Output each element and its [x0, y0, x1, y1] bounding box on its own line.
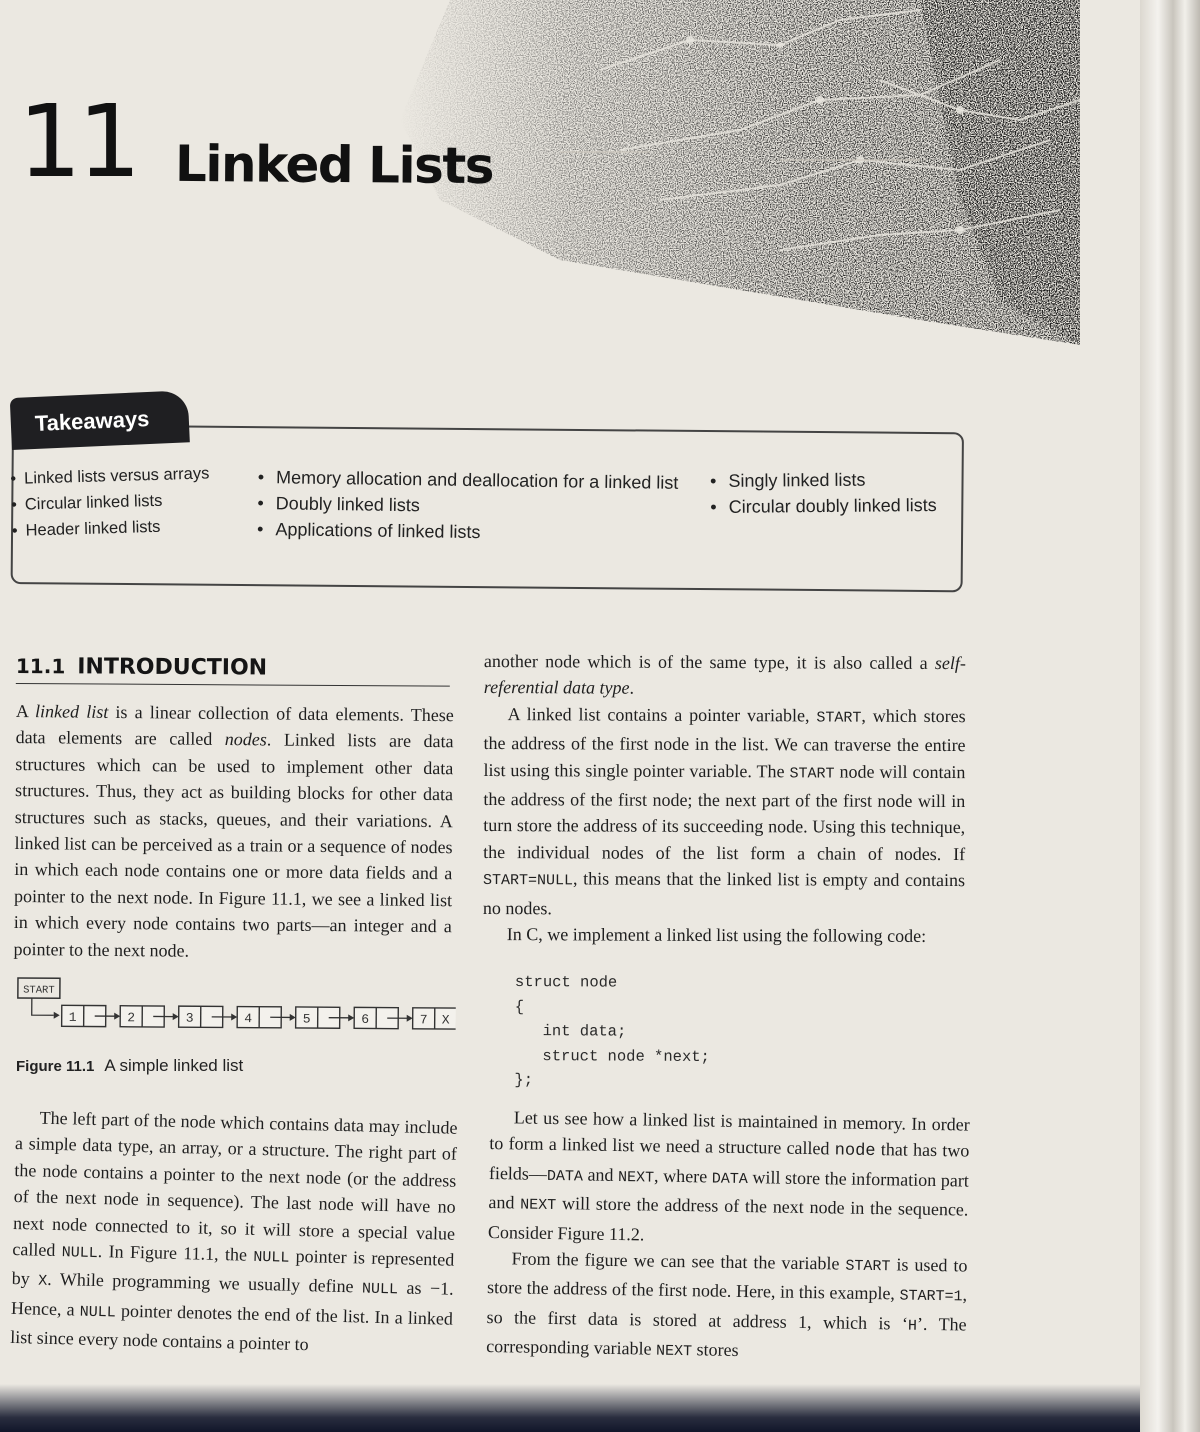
takeaway-item: • Doubly linked lists: [257, 490, 678, 522]
node-data-label: 4: [244, 1011, 253, 1027]
list-node-5: [296, 1007, 355, 1028]
takeaway-item: • Linked lists versus arrays: [10, 460, 210, 492]
right-column-bottom: [486, 1104, 970, 1370]
takeaways-column-1: [10, 460, 211, 544]
takeaway-item: • Applications of linked lists: [257, 516, 678, 548]
code-block-struct-node: struct node { int data; struct node *next; };: [514, 972, 710, 1090]
takeaway-item: • Header linked lists: [11, 512, 211, 544]
takeaways-column-3: [710, 466, 937, 520]
node-data-label: 6: [361, 1011, 370, 1027]
next-pointer-arrowhead: [114, 1013, 120, 1020]
list-node-4: [237, 1007, 296, 1028]
paragraph: From the figure we can see that the variable START is used to store the address of the first node. Here, in this example, START=1, so the first data is stored at address 1, which is ‘H’. The corresponding variable NEXT stores: [486, 1248, 968, 1361]
chapter-number: 11: [18, 83, 138, 200]
bottom-shadow: [0, 1384, 1140, 1432]
list-node-7: [413, 1008, 456, 1029]
takeaway-item: • Circular doubly linked lists: [710, 492, 937, 520]
takeaways-label: Takeaways: [34, 405, 150, 436]
section-title: INTRODUCTION: [77, 654, 268, 681]
list-node-1: [62, 1005, 121, 1026]
list-node-2: [120, 1006, 179, 1027]
next-pointer-arrowhead: [348, 1014, 354, 1021]
figure-simple-linked-list: [16, 975, 456, 1048]
node-data-label: 5: [302, 1011, 311, 1027]
takeaways-column-2: [257, 464, 679, 548]
node-description-paragraph: The left part of the node which contains data may include a simple data type, an array, or a structure. The right part of the node contains a pointer to the next node (or the address of the next node in sequence). The last node will have no next node connected to it, so it will store a special value called NULL. In Figure 11.1, the NULL pointer is represented by X. While programming we usually define NULL as −1. Hence, a NULL pointer denotes the end of the list. In a linked list since every node contains a pointer to: [10, 1107, 458, 1355]
node-data-label: 1: [68, 1009, 77, 1025]
paragraph: In C, we implement a linked list using the following code:: [506, 924, 927, 946]
list-node-6: [354, 1007, 413, 1028]
start-pointer-arrowhead: [54, 1012, 60, 1019]
paragraph: A linked list contains a pointer variable, START, which stores the address of the first node in the list. We can traverse the entire list using this single pointer variable. The START node will contain the address of the first node; the next part of the first node will in turn store the address of its succeeding node. Using this technique, the individual nodes of the list form a chain of nodes. If START=NULL, this means that the linked list is empty and contains no nodes.: [482, 703, 966, 918]
figure-caption-text: A simple linked list: [104, 1056, 244, 1075]
linked-list-diagram: [16, 975, 456, 1048]
figure-caption: [16, 1056, 243, 1076]
null-pointer-mark: X: [441, 1012, 450, 1028]
section-heading: [16, 654, 450, 687]
next-pointer-arrowhead: [407, 1015, 413, 1022]
takeaway-item: • Memory allocation and deallocation for a linked list: [258, 464, 679, 496]
paragraph: Let us see how a linked list is maintained in memory. In order to form a linked list we need a structure called node that has two fields—DATA and NEXT, where DATA will store the information part and NEXT will store the address of the next node in the sequence. Consider Figure 11.2.: [487, 1107, 970, 1245]
figure-caption-number: Figure 11.1: [16, 1058, 95, 1075]
node-data-label: 7: [419, 1012, 428, 1028]
node-data-label: 3: [185, 1010, 194, 1026]
chapter-title: Linked Lists: [174, 134, 494, 196]
right-column-top: [483, 648, 966, 950]
term-nodes: nodes: [224, 729, 267, 750]
start-label: START: [23, 984, 55, 997]
term-linked-list: linked list: [34, 701, 109, 722]
intro-paragraph: A linked list is a linear collection of data elements. These data elements are called nodes. Linked lists are data structures which can be used to implement other data structures. Thus, they act as building blocks for other data structures such as stacks, queues, and their variations. A linked list can be perceived as a train or a sequence of nodes in which each node contains one or more data fields and a pointer to the next node. In Figure 11.1, we see a linked list in which every node contains two parts—an integer and a pointer to the next node.: [13, 700, 454, 961]
paragraph: another node which is of the same type, it is also called a self-referential data type.: [483, 651, 966, 699]
next-pointer-arrowhead: [173, 1013, 179, 1020]
node-data-label: 2: [127, 1010, 136, 1026]
next-pointer-arrowhead: [231, 1014, 237, 1021]
start-pointer-arrow: [32, 998, 54, 1015]
takeaway-item: • Circular linked lists: [11, 486, 211, 518]
list-node-3: [179, 1006, 238, 1027]
page-edge: [1140, 0, 1200, 1432]
takeaway-item: • Singly linked lists: [710, 466, 937, 494]
next-pointer-arrowhead: [290, 1014, 296, 1021]
section-number: 11.1: [15, 654, 66, 679]
takeaways-tab: [10, 390, 190, 450]
